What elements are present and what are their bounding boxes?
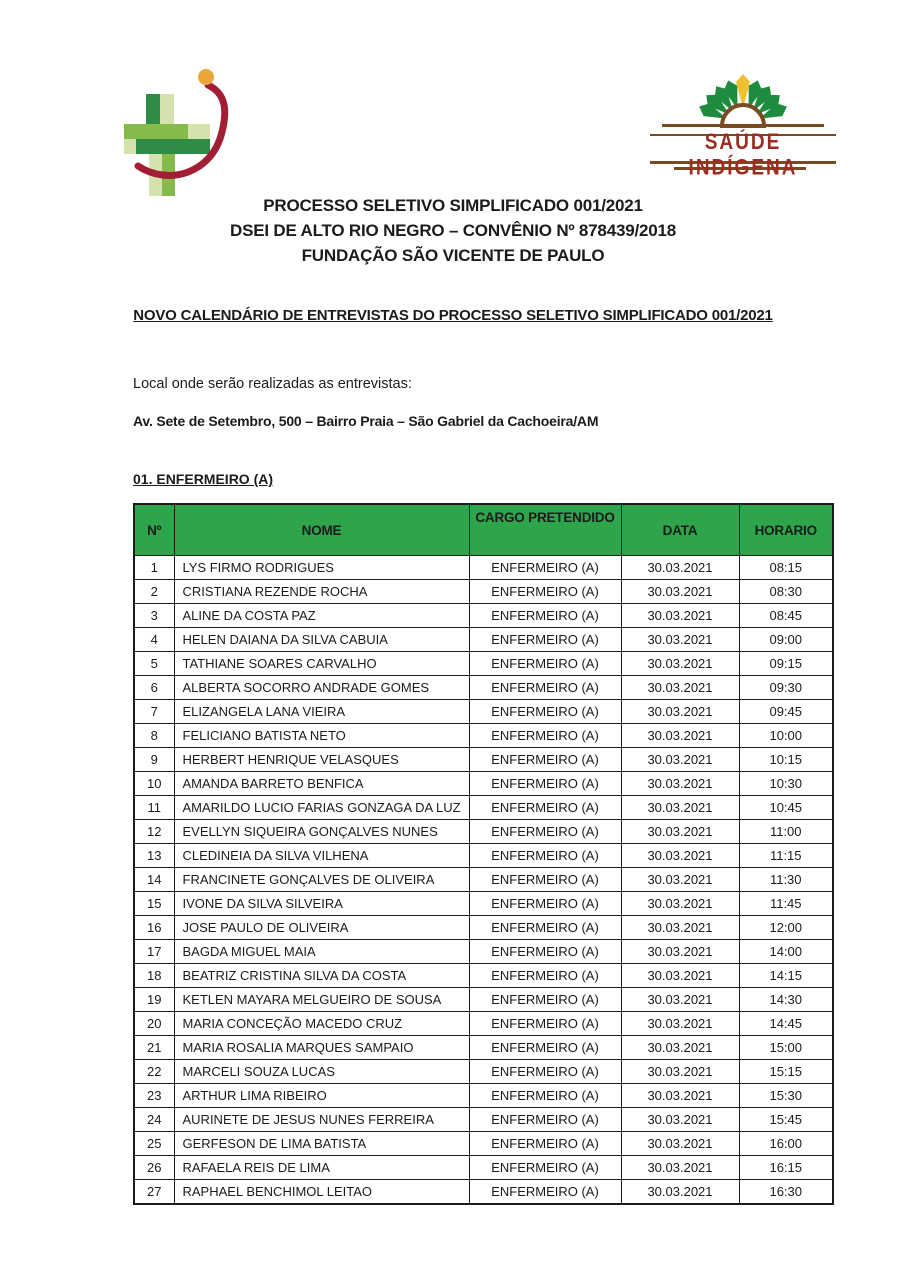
cell-number: 14 [134, 868, 174, 892]
cell-role: ENFERMEIRO (A) [469, 820, 621, 844]
cell-role: ENFERMEIRO (A) [469, 796, 621, 820]
cell-date: 30.03.2021 [621, 1060, 739, 1084]
document-header [0, 193, 906, 268]
cell-number: 20 [134, 1012, 174, 1036]
table-row [134, 796, 833, 820]
table-row [134, 1156, 833, 1180]
cell-role: ENFERMEIRO (A) [469, 1036, 621, 1060]
cell-role: ENFERMEIRO (A) [469, 1132, 621, 1156]
cell-name: BAGDA MIGUEL MAIA [174, 940, 469, 964]
cell-number: 25 [134, 1132, 174, 1156]
cell-name: JOSE PAULO DE OLIVEIRA [174, 916, 469, 940]
table-row [134, 604, 833, 628]
section-title-enfermeiro: 01. ENFERMEIRO (A) [133, 471, 274, 487]
cell-number: 16 [134, 916, 174, 940]
cell-name: RAPHAEL BENCHIMOL LEITAO [174, 1180, 469, 1205]
calendar-subtitle: NOVO CALENDÁRIO DE ENTREVISTAS DO PROCESSO SELETIVO SIMPLIFICADO 001/2021 [133, 307, 773, 324]
table-row [134, 1084, 833, 1108]
column-header-time: HORARIO [739, 504, 833, 556]
cell-date: 30.03.2021 [621, 796, 739, 820]
cell-time: 08:30 [739, 580, 833, 604]
title-line-1: PROCESSO SELETIVO SIMPLIFICADO 001/2021 [263, 196, 643, 215]
table-row [134, 1060, 833, 1084]
cell-name: AMANDA BARRETO BENFICA [174, 772, 469, 796]
cell-time: 11:30 [739, 868, 833, 892]
cell-name: MARIA CONCEÇÃO MACEDO CRUZ [174, 1012, 469, 1036]
cell-date: 30.03.2021 [621, 1108, 739, 1132]
cell-role: ENFERMEIRO (A) [469, 892, 621, 916]
column-header-name: NOME [174, 504, 469, 556]
cell-name: KETLEN MAYARA MELGUEIRO DE SOUSA [174, 988, 469, 1012]
cell-name: MARIA ROSALIA MARQUES SAMPAIO [174, 1036, 469, 1060]
cell-role: ENFERMEIRO (A) [469, 868, 621, 892]
cell-role: ENFERMEIRO (A) [469, 628, 621, 652]
cell-number: 8 [134, 724, 174, 748]
cell-time: 14:00 [739, 940, 833, 964]
cell-role: ENFERMEIRO (A) [469, 676, 621, 700]
cell-time: 15:45 [739, 1108, 833, 1132]
cell-number: 7 [134, 700, 174, 724]
table-row [134, 1132, 833, 1156]
cell-name: ELIZANGELA LANA VIEIRA [174, 700, 469, 724]
cell-date: 30.03.2021 [621, 1132, 739, 1156]
cell-date: 30.03.2021 [621, 844, 739, 868]
cell-date: 30.03.2021 [621, 988, 739, 1012]
cell-name: AURINETE DE JESUS NUNES FERREIRA [174, 1108, 469, 1132]
cell-date: 30.03.2021 [621, 964, 739, 988]
cell-date: 30.03.2021 [621, 700, 739, 724]
cell-number: 26 [134, 1156, 174, 1180]
table-row [134, 772, 833, 796]
cell-date: 30.03.2021 [621, 868, 739, 892]
cell-role: ENFERMEIRO (A) [469, 724, 621, 748]
cell-time: 14:15 [739, 964, 833, 988]
cell-name: RAFAELA REIS DE LIMA [174, 1156, 469, 1180]
cell-number: 2 [134, 580, 174, 604]
cell-number: 15 [134, 892, 174, 916]
cell-time: 16:00 [739, 1132, 833, 1156]
cell-role: ENFERMEIRO (A) [469, 1084, 621, 1108]
cell-date: 30.03.2021 [621, 772, 739, 796]
cell-number: 12 [134, 820, 174, 844]
cell-date: 30.03.2021 [621, 940, 739, 964]
cell-time: 10:45 [739, 796, 833, 820]
cell-time: 10:00 [739, 724, 833, 748]
cell-name: CRISTIANA REZENDE ROCHA [174, 580, 469, 604]
interview-address: Av. Sete de Setembro, 500 – Bairro Praia – São Gabriel da Cachoeira/AM [133, 413, 599, 429]
cell-role: ENFERMEIRO (A) [469, 700, 621, 724]
cell-time: 09:45 [739, 700, 833, 724]
cell-time: 14:45 [739, 1012, 833, 1036]
table-header [134, 504, 833, 556]
cell-number: 11 [134, 796, 174, 820]
cell-time: 09:15 [739, 652, 833, 676]
cell-role: ENFERMEIRO (A) [469, 844, 621, 868]
table-row [134, 868, 833, 892]
saude-indigena-logo [648, 74, 838, 181]
cell-name: FRANCINETE GONÇALVES DE OLIVEIRA [174, 868, 469, 892]
table-row [134, 844, 833, 868]
cell-name: MARCELI SOUZA LUCAS [174, 1060, 469, 1084]
cell-name: HELEN DAIANA DA SILVA CABUIA [174, 628, 469, 652]
table-row [134, 628, 833, 652]
cell-date: 30.03.2021 [621, 724, 739, 748]
cell-date: 30.03.2021 [621, 820, 739, 844]
cell-date: 30.03.2021 [621, 652, 739, 676]
table-row [134, 724, 833, 748]
cell-number: 4 [134, 628, 174, 652]
cell-time: 15:15 [739, 1060, 833, 1084]
column-header-number: Nº [134, 504, 174, 556]
green-cross-foundation-logo [116, 68, 268, 196]
column-header-date: DATA [621, 504, 739, 556]
cell-date: 30.03.2021 [621, 604, 739, 628]
table-row [134, 580, 833, 604]
cell-time: 10:15 [739, 748, 833, 772]
cell-name: IVONE DA SILVA SILVEIRA [174, 892, 469, 916]
cell-number: 1 [134, 556, 174, 580]
cell-date: 30.03.2021 [621, 676, 739, 700]
table-row [134, 1036, 833, 1060]
cell-number: 5 [134, 652, 174, 676]
cell-name: ALINE DA COSTA PAZ [174, 604, 469, 628]
cell-time: 15:30 [739, 1084, 833, 1108]
cell-role: ENFERMEIRO (A) [469, 556, 621, 580]
table-row [134, 748, 833, 772]
cell-role: ENFERMEIRO (A) [469, 916, 621, 940]
cell-name: ALBERTA SOCORRO ANDRADE GOMES [174, 676, 469, 700]
cell-date: 30.03.2021 [621, 748, 739, 772]
cell-name: ARTHUR LIMA RIBEIRO [174, 1084, 469, 1108]
cell-name: HERBERT HENRIQUE VELASQUES [174, 748, 469, 772]
table-row [134, 1180, 833, 1205]
cell-time: 08:45 [739, 604, 833, 628]
table-header-row [134, 504, 833, 556]
cell-time: 15:00 [739, 1036, 833, 1060]
cell-time: 09:00 [739, 628, 833, 652]
cell-role: ENFERMEIRO (A) [469, 940, 621, 964]
table-row [134, 892, 833, 916]
cell-role: ENFERMEIRO (A) [469, 1156, 621, 1180]
green-cross-icon [116, 68, 268, 196]
cell-number: 19 [134, 988, 174, 1012]
cell-role: ENFERMEIRO (A) [469, 1180, 621, 1205]
cell-number: 27 [134, 1180, 174, 1205]
cell-number: 24 [134, 1108, 174, 1132]
schedule-table-body [134, 556, 833, 1205]
cell-date: 30.03.2021 [621, 628, 739, 652]
cell-time: 12:00 [739, 916, 833, 940]
cell-number: 3 [134, 604, 174, 628]
cell-number: 13 [134, 844, 174, 868]
cell-number: 6 [134, 676, 174, 700]
cell-number: 21 [134, 1036, 174, 1060]
table-row [134, 676, 833, 700]
cell-time: 11:45 [739, 892, 833, 916]
cell-number: 10 [134, 772, 174, 796]
cell-date: 30.03.2021 [621, 892, 739, 916]
cell-role: ENFERMEIRO (A) [469, 652, 621, 676]
table-row [134, 964, 833, 988]
table-row [134, 916, 833, 940]
cell-role: ENFERMEIRO (A) [469, 988, 621, 1012]
cell-time: 09:30 [739, 676, 833, 700]
cell-role: ENFERMEIRO (A) [469, 580, 621, 604]
cell-date: 30.03.2021 [621, 580, 739, 604]
cell-name: LYS FIRMO RODRIGUES [174, 556, 469, 580]
cell-number: 18 [134, 964, 174, 988]
cell-name: AMARILDO LUCIO FARIAS GONZAGA DA LUZ [174, 796, 469, 820]
cell-name: GERFESON DE LIMA BATISTA [174, 1132, 469, 1156]
cell-time: 11:15 [739, 844, 833, 868]
cell-role: ENFERMEIRO (A) [469, 1108, 621, 1132]
title-line-3: FUNDAÇÃO SÃO VICENTE DE PAULO [301, 246, 605, 265]
column-header-role: CARGO PRETENDIDO [469, 504, 621, 556]
table-row [134, 1108, 833, 1132]
table-row [134, 652, 833, 676]
cell-time: 11:00 [739, 820, 833, 844]
cell-name: BEATRIZ CRISTINA SILVA DA COSTA [174, 964, 469, 988]
cell-number: 9 [134, 748, 174, 772]
table-row [134, 700, 833, 724]
cell-name: EVELLYN SIQUEIRA GONÇALVES NUNES [174, 820, 469, 844]
cell-date: 30.03.2021 [621, 1036, 739, 1060]
cell-role: ENFERMEIRO (A) [469, 1060, 621, 1084]
cell-number: 22 [134, 1060, 174, 1084]
table-row [134, 820, 833, 844]
cell-role: ENFERMEIRO (A) [469, 964, 621, 988]
cell-time: 16:15 [739, 1156, 833, 1180]
table-row [134, 988, 833, 1012]
saude-indigena-wordmark: SAÚDE INDÍGENA [688, 130, 798, 181]
cell-date: 30.03.2021 [621, 556, 739, 580]
cell-time: 10:30 [739, 772, 833, 796]
cell-number: 23 [134, 1084, 174, 1108]
cell-date: 30.03.2021 [621, 1180, 739, 1205]
cell-time: 14:30 [739, 988, 833, 1012]
cell-role: ENFERMEIRO (A) [469, 748, 621, 772]
title-line-2: DSEI DE ALTO RIO NEGRO – CONVÊNIO Nº 878439/2018 [230, 221, 676, 240]
cell-date: 30.03.2021 [621, 1012, 739, 1036]
cell-time: 08:15 [739, 556, 833, 580]
table-row [134, 1012, 833, 1036]
cell-name: TATHIANE SOARES CARVALHO [174, 652, 469, 676]
cell-time: 16:30 [739, 1180, 833, 1205]
interview-schedule-table [133, 503, 834, 1205]
cell-name: FELICIANO BATISTA NETO [174, 724, 469, 748]
cell-date: 30.03.2021 [621, 1156, 739, 1180]
table-row [134, 940, 833, 964]
cell-date: 30.03.2021 [621, 1084, 739, 1108]
cell-name: CLEDINEIA DA SILVA VILHENA [174, 844, 469, 868]
cell-date: 30.03.2021 [621, 916, 739, 940]
cell-number: 17 [134, 940, 174, 964]
cell-role: ENFERMEIRO (A) [469, 1012, 621, 1036]
table-row [134, 556, 833, 580]
cell-role: ENFERMEIRO (A) [469, 772, 621, 796]
location-label: Local onde serão realizadas as entrevistas: [133, 376, 412, 392]
cell-role: ENFERMEIRO (A) [469, 604, 621, 628]
